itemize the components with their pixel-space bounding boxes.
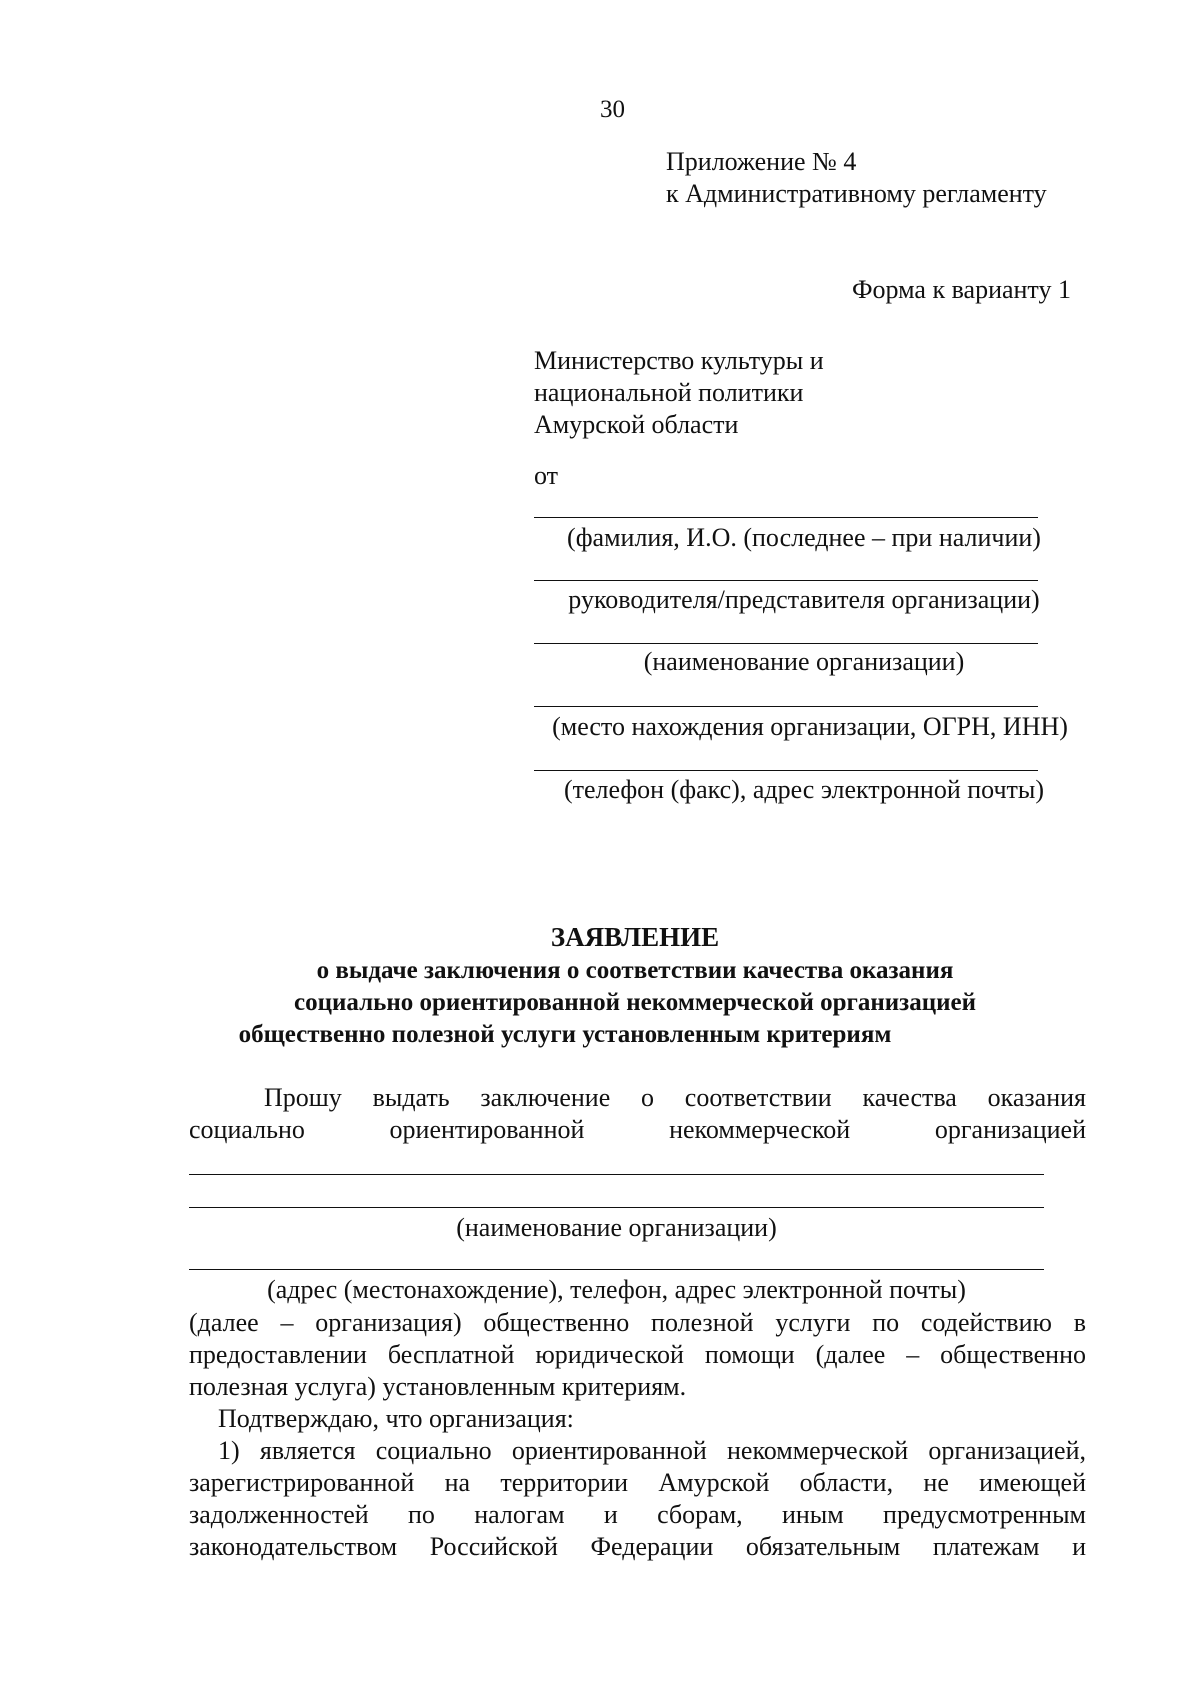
document-subtitle-2: социально ориентированной некоммерческой организацией	[293, 989, 977, 1016]
confirm-line: Подтверждаю, что организация:	[218, 1404, 574, 1433]
org-name-line-1	[189, 1174, 1044, 1175]
para1-line-1: (далее – организация) общественно полезной услуги по содействию в	[189, 1308, 1086, 1337]
para1-line-3: полезная услуга) установленным критериям.	[189, 1372, 687, 1401]
item1-line-1: 1) является социально ориентированной некоммерческой организацией,	[218, 1436, 1086, 1465]
appendix-reference: к Административному регламенту	[666, 179, 1047, 208]
item1-line-4: законодательством Российской Федерации обязательным платежам и	[189, 1532, 1086, 1561]
document-subtitle-3: общественно полезной услуги установленным критериям	[238, 1021, 892, 1048]
addressee-line-3: Амурской области	[534, 410, 739, 439]
applicant-contacts-caption: (телефон (факс), адрес электронной почты)	[563, 775, 1045, 804]
org-address-line	[189, 1269, 1044, 1270]
org-name-caption: (наименование организации)	[456, 1213, 777, 1242]
applicant-role-caption: руководителя/представителя организации)	[568, 585, 1040, 614]
item1-line-2: зарегистрированной на территории Амурской области, не имеющей	[189, 1468, 1086, 1497]
para1-line-2: предоставлении бесплатной юридической помощи (далее – общественно	[189, 1340, 1086, 1369]
applicant-location-line	[534, 706, 1038, 707]
page-number: 30	[600, 96, 625, 123]
request-line-1: Прошу выдать заключение о соответствии качества оказания	[264, 1083, 1086, 1112]
applicant-fio-line	[534, 517, 1038, 518]
applicant-role-line	[534, 580, 1038, 581]
form-variant: Форма к варианту 1	[852, 275, 1071, 304]
addressee-from: от	[534, 461, 559, 490]
applicant-org-caption: (наименование организации)	[643, 647, 965, 676]
item1-line-3: задолженностей по налогам и сборам, иным предусмотренным	[189, 1500, 1086, 1529]
applicant-contacts-line	[534, 770, 1038, 771]
applicant-location-caption: (место нахождения организации, ОГРН, ИНН)	[552, 712, 1068, 741]
org-address-caption: (адрес (местонахождение), телефон, адрес электронной почты)	[267, 1275, 966, 1304]
document-title: ЗАЯВЛЕНИЕ	[550, 922, 720, 952]
request-line-2: социально ориентированной некоммерческой организацией	[189, 1115, 1086, 1144]
addressee-line-1: Министерство культуры и	[534, 346, 824, 375]
addressee-line-2: национальной политики	[534, 378, 804, 407]
applicant-fio-caption: (фамилия, И.О. (последнее – при наличии)	[567, 523, 1041, 552]
document-subtitle-1: о выдаче заключения о соответствии качества оказания	[316, 957, 954, 984]
appendix-number: Приложение № 4	[666, 147, 857, 176]
org-name-line-2	[189, 1207, 1044, 1208]
applicant-org-line	[534, 643, 1038, 644]
